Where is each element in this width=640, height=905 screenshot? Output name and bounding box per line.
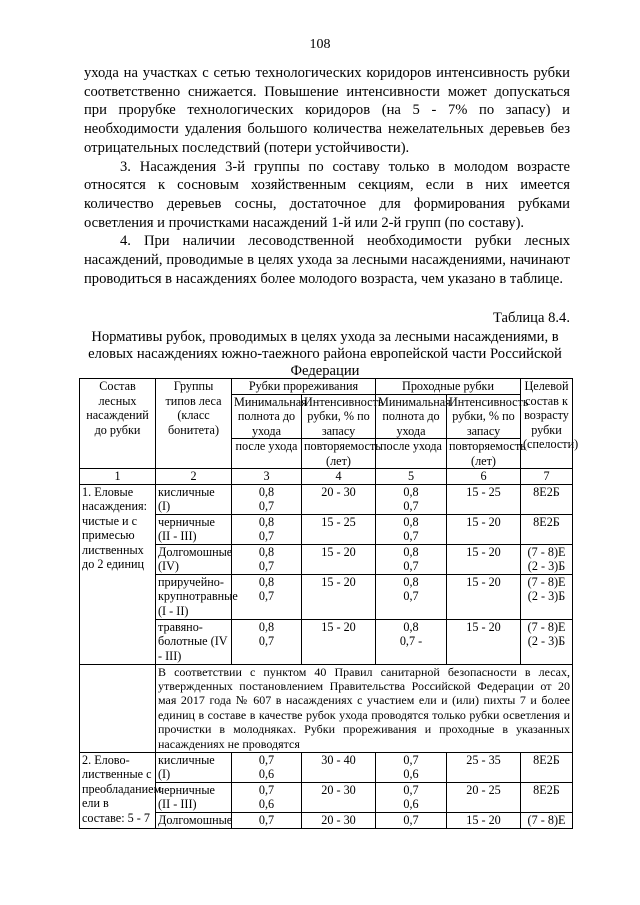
min-density-cell: 0,7 0,6 (232, 752, 302, 782)
header-after-care: после ухода (376, 439, 447, 469)
body-text (84, 64, 570, 288)
header-groups: Группы типов леса (класс бонитета) (156, 379, 232, 469)
column-number: 6 (447, 469, 521, 485)
passage-intensity-cell: 15 - 20 (447, 812, 521, 828)
table-title: Нормативы рубок, проводимых в целях ухода за лесными насаждениями, в еловых насаждениях южно-таежного района европейской части Российской Федерации (88, 329, 562, 379)
row-group: черничные (II - III) (156, 782, 232, 812)
target-cell: (7 - 8)Е (2 - 3)Б (521, 619, 573, 664)
passage-density-cell: 0,8 0,7 (376, 574, 447, 619)
passage-density-cell: 0,8 0,7 (376, 514, 447, 544)
min-density-cell: 0,7 0,6 (232, 782, 302, 812)
passage-intensity-cell: 15 - 20 (447, 574, 521, 619)
passage-density-cell: 0,7 0,6 (376, 782, 447, 812)
min-density-cell: 0,8 0,7 (232, 574, 302, 619)
header-intensity: Интенсивность рубки, % по запасу (447, 394, 521, 439)
row-group: приручейно-крупнотравные (I - II) (156, 574, 232, 619)
row-group: кисличные (I) (156, 484, 232, 514)
paragraph-continuation: ухода на участках с сетью технологических коридоров интенсивность рубки соответственно снижается. Повышение интенсивности может допускаться при прорубке технологических коридоров (на 5 - 7% по запасу) и необходимости удаления большого количества нежелательных деревьев без отрицательных последствий (потери устойчивости). (84, 65, 570, 156)
column-number: 2 (156, 469, 232, 485)
passage-intensity-cell: 20 - 25 (447, 782, 521, 812)
row-group: черничные (II - III) (156, 514, 232, 544)
min-density-cell: 0,8 0,7 (232, 484, 302, 514)
paragraph-item-4: 4. При наличии лесоводственной необходимости рубки лесных насаждений, проводимые в целях ухода за лесными насаждениями, начинают проводиться в насаждениях более молодого возраста, чем указано в таблице. (84, 233, 570, 287)
section-1-label: 1. Еловые насаждения: чистые и с примесью лиственных до 2 единиц (80, 484, 156, 664)
target-cell: (7 - 8)Е (521, 812, 573, 828)
table-row (80, 752, 573, 782)
passage-density-cell: 0,7 0,6 (376, 752, 447, 782)
intensity-cell: 20 - 30 (302, 782, 376, 812)
target-cell: 8Е2Б (521, 782, 573, 812)
note-spacer (80, 664, 156, 752)
min-density-cell: 0,8 0,7 (232, 619, 302, 664)
intensity-cell: 20 - 30 (302, 812, 376, 828)
header-intensity: Интенсивность рубки, % по запасу (302, 394, 376, 439)
sanitary-note: В соответствии с пунктом 40 Правил санитарной безопасности в лесах, утвержденных постановлением Правительства Российской Федерации от 20 мая 2017 года № 607 в насаждениях с участием ели и (или) пихты 7 и более единиц в составе в качестве рубок ухода проводятся только рубки осветления и прочистки в молодняках. Рубки прореживания и проходные в указанных насаждениях не проводятся (156, 664, 573, 752)
target-cell: 8Е2Б (521, 752, 573, 782)
header-passage: Проходные рубки (376, 379, 521, 395)
intensity-cell: 15 - 20 (302, 619, 376, 664)
intensity-cell: 30 - 40 (302, 752, 376, 782)
header-target: Целевой состав к возрасту рубки (спелости) (521, 379, 573, 469)
table-row (80, 484, 573, 514)
header-composition: Состав лесных насаждений до рубки (80, 379, 156, 469)
passage-intensity-cell: 15 - 20 (447, 619, 521, 664)
header-min-density: Минимальная полнота до ухода (232, 394, 302, 439)
column-number: 7 (521, 469, 573, 485)
column-number: 3 (232, 469, 302, 485)
header-min-density: Минимальная полнота до ухода (376, 394, 447, 439)
target-cell: 8Е2Б (521, 484, 573, 514)
intensity-cell: 15 - 20 (302, 574, 376, 619)
table-label: Таблица 8.4. (492, 310, 570, 326)
min-density-cell: 0,7 (232, 812, 302, 828)
intensity-cell: 20 - 30 (302, 484, 376, 514)
target-cell: 8Е2Б (521, 514, 573, 544)
passage-intensity-cell: 25 - 35 (447, 752, 521, 782)
passage-intensity-cell: 15 - 25 (447, 484, 521, 514)
intensity-cell: 15 - 25 (302, 514, 376, 544)
row-group: Долгомошные (156, 812, 232, 828)
norms-table (79, 378, 579, 829)
header-repeat: повторяемость (лет) (447, 439, 521, 469)
column-number: 1 (80, 469, 156, 485)
passage-intensity-cell: 15 - 20 (447, 544, 521, 574)
header-thinning: Рубки прореживания (232, 379, 376, 395)
row-group: кисличные (I) (156, 752, 232, 782)
header-after-care: после ухода (232, 439, 302, 469)
header-repeat: повторяемость (лет) (302, 439, 376, 469)
column-number: 4 (302, 469, 376, 485)
passage-density-cell: 0,8 0,7 - (376, 619, 447, 664)
min-density-cell: 0,8 0,7 (232, 544, 302, 574)
row-group: Долгомошные (IV) (156, 544, 232, 574)
row-group: травяно-болотные (IV - III) (156, 619, 232, 664)
passage-density-cell: 0,8 0,7 (376, 544, 447, 574)
passage-density-cell: 0,7 (376, 812, 447, 828)
note-row (80, 664, 573, 752)
intensity-cell: 15 - 20 (302, 544, 376, 574)
passage-density-cell: 0,8 0,7 (376, 484, 447, 514)
passage-intensity-cell: 15 - 20 (447, 514, 521, 544)
section-2-label: 2. Елово-лиственные с преобладанием ели в составе: 5 - 7 (80, 752, 156, 828)
min-density-cell: 0,8 0,7 (232, 514, 302, 544)
target-cell: (7 - 8)Е (2 - 3)Б (521, 574, 573, 619)
page-number: 108 (309, 37, 331, 52)
paragraph-item-3: 3. Насаждения 3-й группы по составу только в молодом возрасте относятся к сосновым хозяйственным секциям, если в них имеется количество деревьев сосны, достаточное для формирования рубками осветления и прочистками насаждений 1-й или 2-й групп (по составу). (84, 158, 570, 231)
column-number: 5 (376, 469, 447, 485)
target-cell: (7 - 8)Е (2 - 3)Б (521, 544, 573, 574)
